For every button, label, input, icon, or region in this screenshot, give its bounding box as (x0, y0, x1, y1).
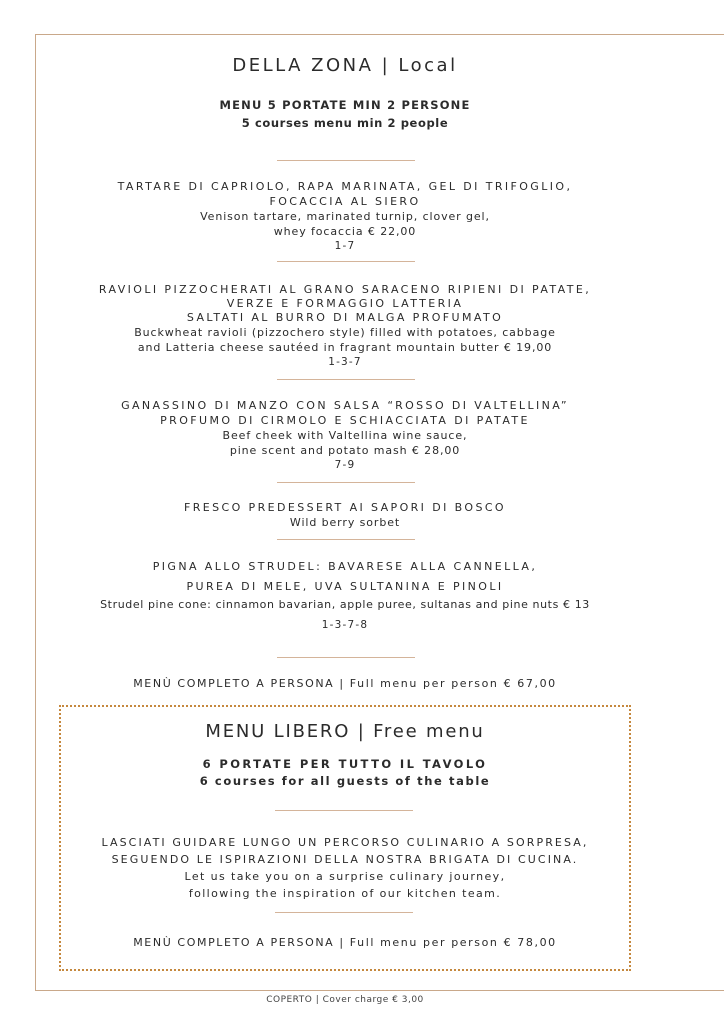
free-menu-total-price: MENÙ COMPLETO A PERSONA | Full menu per person € 78,00 (133, 936, 557, 949)
divider (277, 657, 415, 658)
course-5-allergens: 1-3-7-8 (321, 619, 369, 631)
course-2-it-line-2: VERZE E FORMAGGIO LATTERIA (226, 297, 464, 310)
menu-total-price: MENÙ COMPLETO A PERSONA | Full menu per person € 67,00 (133, 677, 557, 690)
menu-subtitle-it: MENU 5 PORTATE MIN 2 PERSONE (219, 98, 471, 112)
free-menu-desc-it-line-1: LASCIATI GUIDARE LUNGO UN PERCORSO CULINARIO A SORPRESA, (101, 836, 589, 849)
divider (277, 379, 415, 380)
course-3-en-line-2: pine scent and potato mash € 28,00 (229, 444, 461, 457)
free-menu-desc-it-line-2: SEGUENDO LE ISPIRAZIONI DELLA NOSTRA BRIGATA DI CUCINA. (111, 853, 579, 866)
course-4-en-line-1: Wild berry sorbet (289, 516, 401, 529)
course-3-it-line-2: PROFUMO DI CIRMOLO E SCHIACCIATA DI PATATE (160, 414, 530, 427)
course-5-en-line-1: Strudel pine cone: cinnamon bavarian, apple puree, sultanas and pine nuts € 13 (100, 598, 590, 611)
free-menu-desc-en-line-1: Let us take you on a surprise culinary journey, (184, 870, 506, 883)
course-1-it-line-1: TARTARE DI CAPRIOLO, RAPA MARINATA, GEL DI TRIFOGLIO, (117, 180, 573, 193)
divider (275, 810, 413, 811)
menu-title: DELLA ZONA | Local (232, 55, 458, 76)
cover-charge: COPERTO | Cover charge € 3,00 (266, 995, 424, 1005)
course-5-it-line-1: PIGNA ALLO STRUDEL: BAVARESE ALLA CANNELLA, (152, 560, 538, 573)
course-2-en-line-1: Buckwheat ravioli (pizzochero style) filled with potatoes, cabbage (134, 326, 556, 339)
divider (277, 261, 415, 262)
course-3-it-line-1: GANASSINO DI MANZO CON SALSA “ROSSO DI VALTELLINA” (121, 399, 569, 412)
course-2-it-line-1: RAVIOLI PIZZOCHERATI AL GRANO SARACENO RIPIENI DI PATATE, (98, 283, 592, 296)
course-5-it-line-2: PUREA DI MELE, UVA SULTANINA E PINOLI (186, 580, 504, 593)
course-2-allergens: 1-3-7 (328, 356, 362, 368)
course-2-it-line-3: SALTATI AL BURRO DI MALGA PROFUMATO (186, 311, 504, 324)
free-menu-desc-en-line-2: following the inspiration of our kitchen team. (188, 887, 502, 900)
divider (277, 482, 415, 483)
menu-subtitle-en: 5 courses menu min 2 people (241, 116, 449, 130)
course-2-en-line-2: and Latteria cheese sautéed in fragrant mountain butter € 19,00 (137, 341, 553, 354)
course-1-en-line-1: Venison tartare, marinated turnip, clover gel, (200, 210, 490, 223)
divider (275, 912, 413, 913)
free-menu-subtitle-it: 6 PORTATE PER TUTTO IL TAVOLO (202, 757, 488, 771)
course-1-allergens: 1-7 (334, 240, 356, 252)
course-3-en-line-1: Beef cheek with Valtellina wine sauce, (222, 429, 468, 442)
free-menu-subtitle-en: 6 courses for all guests of the table (199, 774, 491, 788)
divider (277, 160, 415, 161)
course-1-it-line-2: FOCACCIA AL SIERO (269, 195, 421, 208)
divider (277, 539, 415, 540)
course-4-it-line-1: FRESCO PREDESSERT AI SAPORI DI BOSCO (184, 501, 506, 514)
course-1-en-line-2: whey focaccia € 22,00 (273, 225, 417, 238)
free-menu-title: MENU LIBERO | Free menu (205, 721, 485, 742)
course-3-allergens: 7-9 (334, 459, 356, 471)
